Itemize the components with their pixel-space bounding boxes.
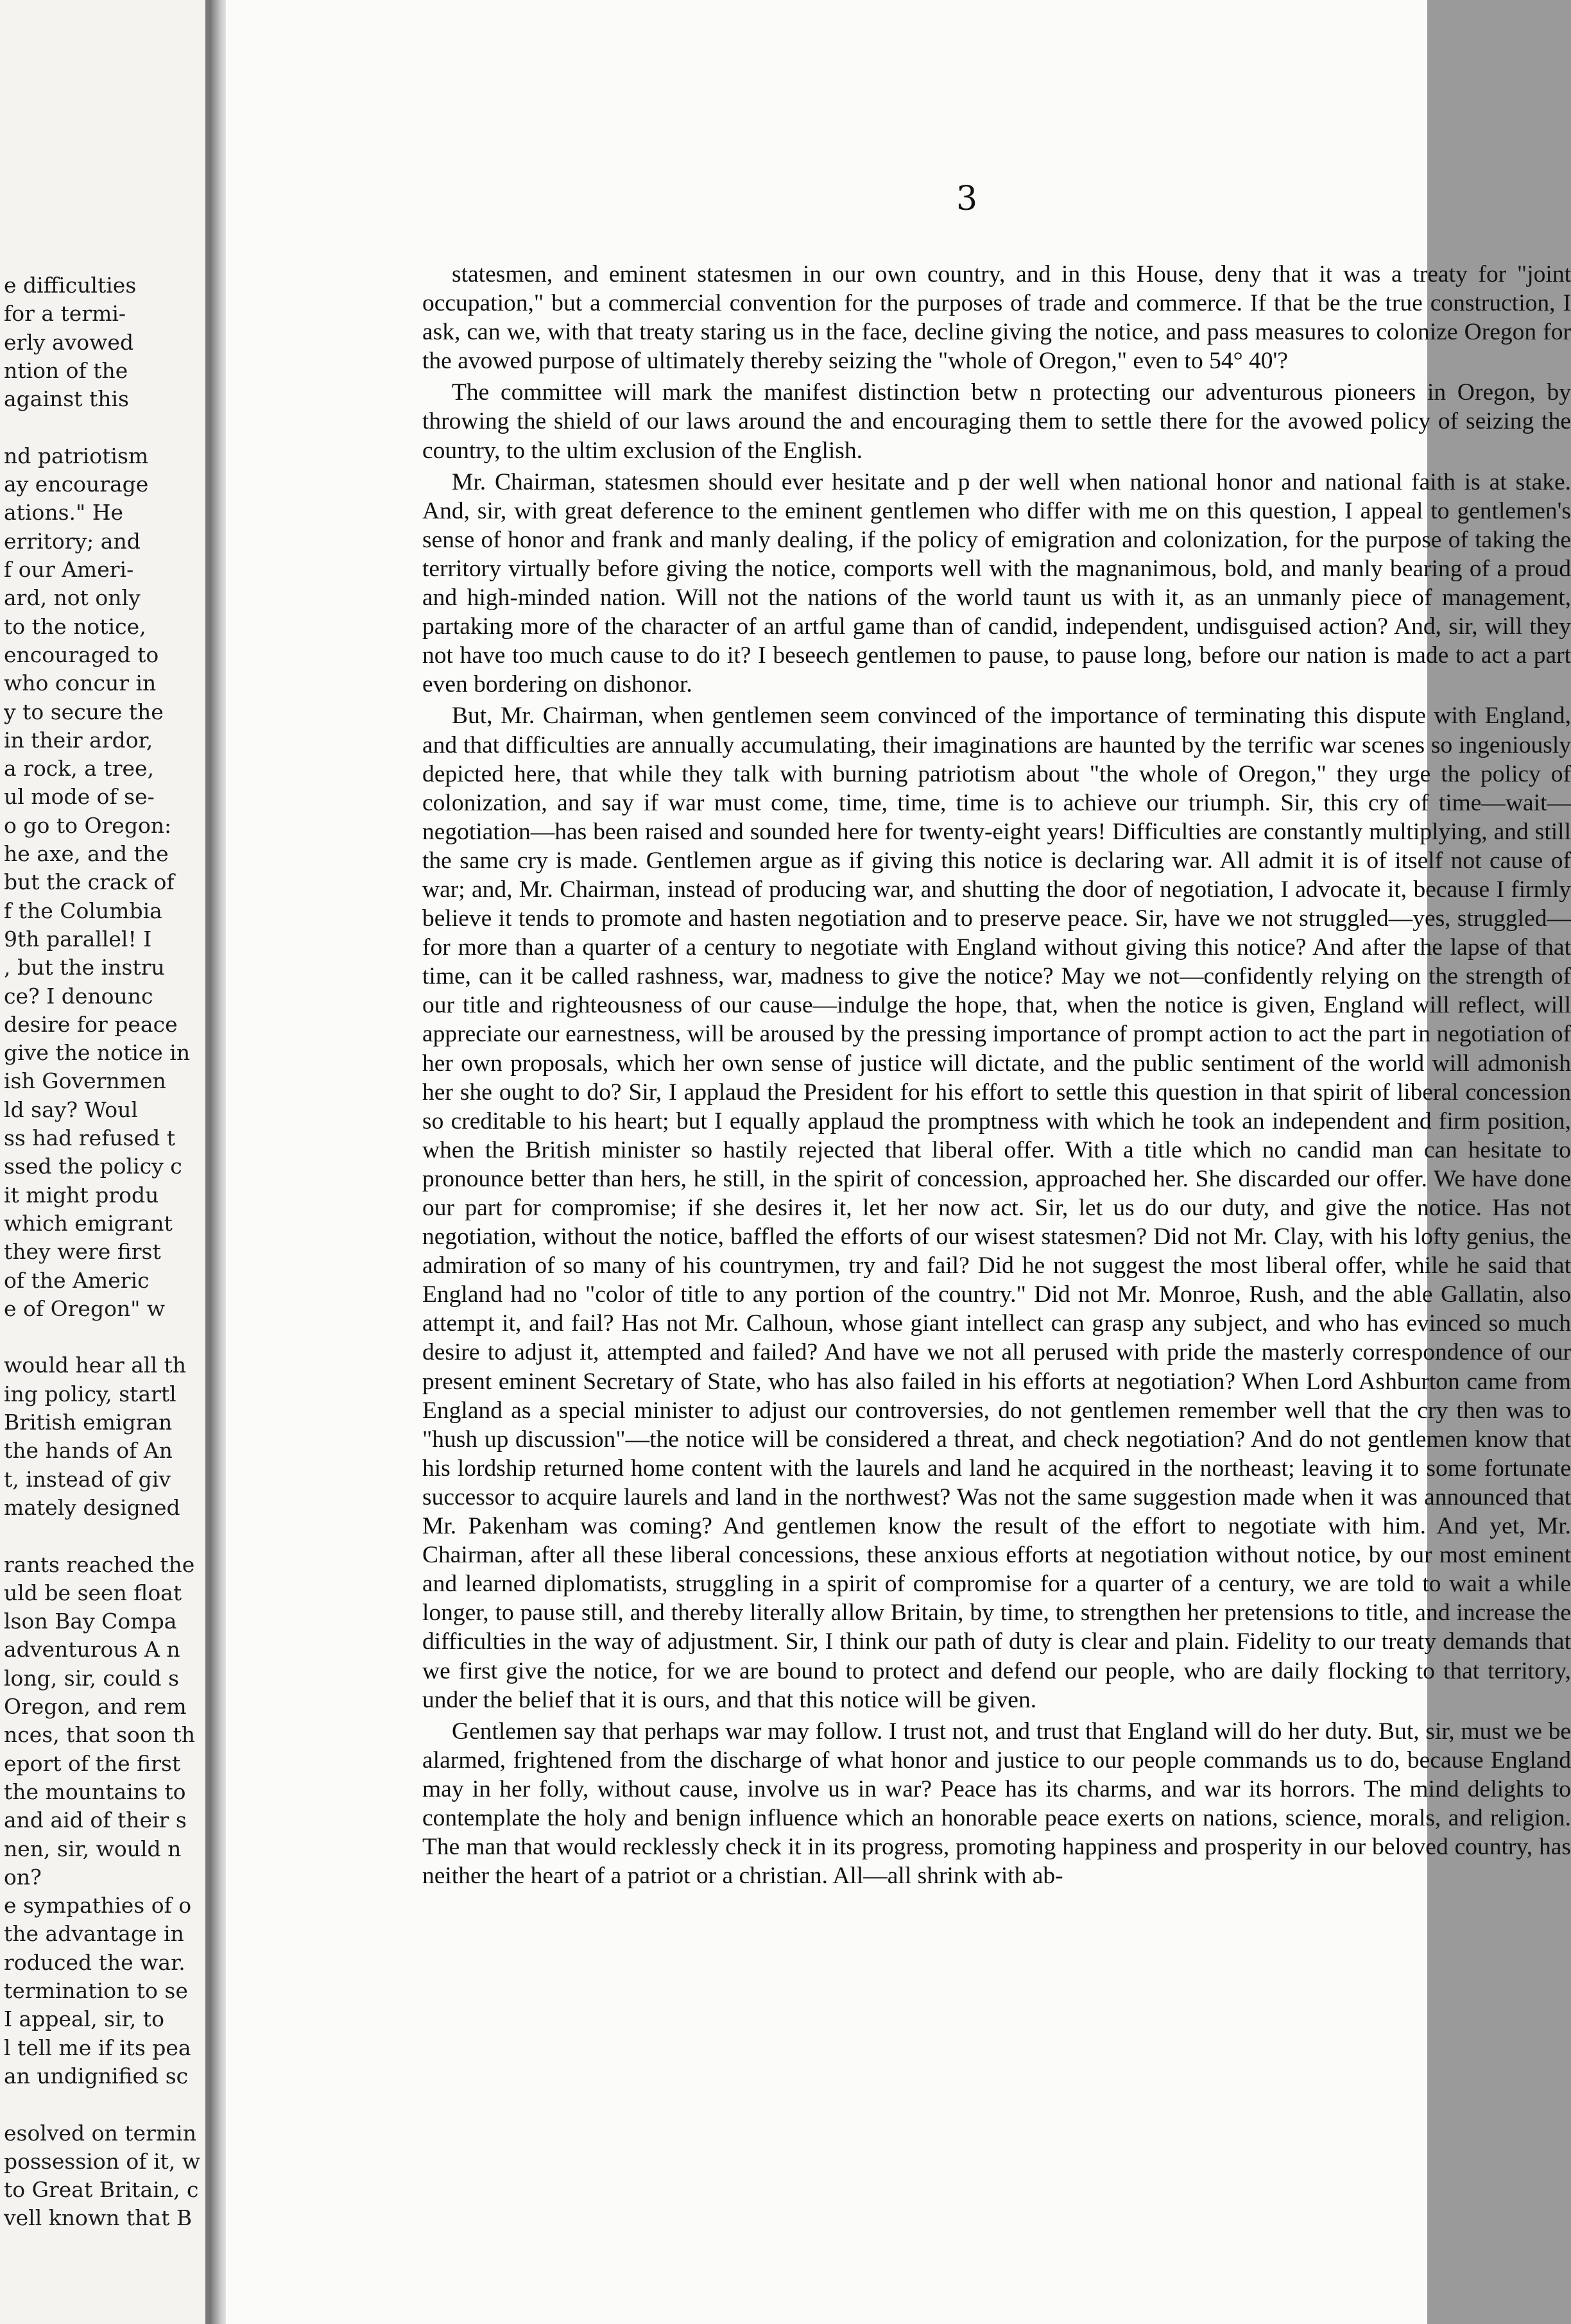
left-page-line: ish Governmen [4, 1068, 166, 1094]
left-page-line: they were first [4, 1239, 161, 1265]
left-page-line: which emigrant [4, 1210, 173, 1236]
left-page-line: British emigran [4, 1410, 173, 1435]
left-page-line: in their ardor, [4, 727, 153, 753]
left-page-line: f the Columbia [4, 898, 162, 923]
left-page-line: ssed the policy c [4, 1154, 182, 1179]
left-page-line: ul mode of se- [4, 784, 155, 810]
left-page-line: nces, that soon th [4, 1722, 196, 1748]
left-page-line: lson Bay Compa [4, 1609, 177, 1634]
left-page-line: uld be seen float [4, 1580, 182, 1605]
previous-page-fragment [0, 0, 209, 2324]
left-page-line: nen, sir, would n [4, 1836, 182, 1861]
left-page-line: o go to Oregon: [4, 812, 172, 838]
left-page-line: esolved on termin [4, 2120, 196, 2146]
left-page-line: ard, not only [4, 585, 141, 611]
left-page-line: he axe, and the [4, 841, 169, 866]
left-page-line: e sympathies of o [4, 1893, 192, 1918]
paragraph: But, Mr. Chairman, when gentlemen seem convinced of the importance of terminating this dispute with England, and that difficulties are annually accumulating, their imaginations are haunted by the terrific war scenes so ingeniously depicted here, that while they talk with burning patriotism about "the whole of Oregon," they urge the policy of colonization, and say if war must come, time, time, time is to achieve our triumph. Sir, this cry of time—wait—negotiation—has been raised and sounded here for twenty-eight years! Difficulties are constantly multiplying, and still the same cry is made. Gentlemen argue as if giving this notice is declaring war. All admit it is of itself not cause of war; and, Mr. Chairman, instead of producing war, and shutting the door of negotiation, I advocate it, because I firmly believe it tends to promote and hasten negotiation and to preserve peace. Sir, have we not struggled—yes, struggled—for more than a quarter of a century to negotiate with England without giving this notice? And after the lapse of that time, can it be called rashness, war, madness to give the notice? May we not—confidently relying on the strength of our title and righteousness of our cause—indulge the hope, that, when the notice is given, England will reflect, will appreciate our earnestness, will be aroused by the pressing importance of prompt action to act the part in negotiation of her own proposals, which her own sense of justice will dictate, and the public sentiment of the world will admonish her she ought to do? Sir, I applaud the President for his effort to settle this question in that spirit of liberal concession so creditable to his heart; but I equally applaud the promptness with which he took an independent and firm position, when the British minister so hastily rejected that liberal offer. With a title which no candid man can hesitate to pronounce better than hers, he still, in the spirit of concession, approached her. She discarded our offer. We have done our part for compromise; if she desires it, let her now act. Sir, let us do our duty, and give the notice. Has not negotiation, without the notice, baffled the efforts of our wisest statesmen? Did not Mr. Clay, with his lofty genius, the admiration of so many of his countrymen, try and fail? Did he not suggest the most liberal offer, while he said that England had no "color of title to any portion of the country." Did not Mr. Monroe, Rush, and the able Gallatin, also attempt it, and fail? Has not Mr. Calhoun, whose giant intellect can grasp any subject, and who has evinced so much desire to adjust it, attempted and failed? And have we not all perused with pride the masterly correspondence of our present eminent Secretary of State, who has also failed in his efforts at negotiation? When Lord Ashburton came from England as a special minister to adjust our controversies, do not gentlemen remember well that the cry then was to "hush up discussion"—the notice will be considered a threat, and check negotiation? And do not gentlemen know that his lordship returned home content with the laurels and land he acquired in the northeast; leaving it to some fortunate successor to acquire laurels and land in the northwest? Was not the same suggestion made when it was announced that Mr. Pakenham was coming? And gentlemen know the result of the effort to negotiate with him. And yet, Mr. Chairman, after all these liberal concessions, these anxious efforts at negotiation without notice, by our most eminent and learned diplomatists, struggling in a spirit of compromise for a quarter of a century, we are told to wait a while longer, to pause still, and thereby literally allow Britain, by time, to strengthen her pretensions to title, and increase the difficulties in the way of adjustment. Sir, I think our path of duty is clear and plain. Fidelity to our treaty demands that we first give the notice, for we are bound to protect and defend our people, who are daily flocking to that territory, under the belief that it is ours, and that this notice will be given. [422, 703, 1571, 1713]
left-page-line: to Great Britain, c [4, 2177, 199, 2203]
left-page-line: and aid of their s [4, 1807, 187, 1833]
left-page-line: termination to se [4, 1978, 188, 2003]
paragraph: Mr. Chairman, statesmen should ever hesitate and p der well when national honor and national faith is at stake. And, sir, with great deference to the eminent gentlemen who differ with me on this question, I appeal to gentlemen's sense of honor and frank and manly dealing, if the policy of emigration and colonization, for the purpose of taking the territory virtually before giving the notice, comports well with the magnanimous, bold, and manly bearing of a proud and high-minded nation. Will not the nations of the world taunt us with it, as an unmanly piece of management, partaking more of the character of an artful game than of candid, independent, undisguised action? And, sir, will they not have too much cause to do it? I beseech gentlemen to pause, to pause long, before our nation is made to act a part even bordering on dishonor. [422, 468, 1571, 698]
left-page-line: ntion of the [4, 357, 128, 383]
left-page-line: nd patriotism [4, 443, 149, 468]
left-page-line: adventurous A n [4, 1637, 180, 1662]
paragraph: statesmen, and eminent statesmen in our own country, and in this House, deny that it was a treaty for "joint occupation," but a commercial convention for the purposes of trade and commerce. If that be the true construction, I ask, can we, with that treaty staring us in the face, decline giving the notice, and pass measures to colonize Oregon for the avowed purpose of ultimately thereby seizing the "whole of Oregon," even to 54° 40'? [422, 261, 1571, 375]
left-page-line: roduced the war. [4, 1949, 185, 1975]
left-page-line: Oregon, and rem [4, 1694, 187, 1719]
left-page-line: a rock, a tree, [4, 756, 155, 782]
left-page-line: an undignified sc [4, 2063, 189, 2089]
left-page-line: e of Oregon" w [4, 1295, 166, 1321]
left-page-line: the hands of An [4, 1438, 173, 1464]
left-page-line: would hear all th [4, 1353, 187, 1378]
left-page-line: who concur in [4, 671, 157, 696]
left-page-line: it might produ [4, 1182, 159, 1208]
left-page-line: to the notice, [4, 613, 146, 639]
left-page-line: l tell me if its pea [4, 2035, 191, 2060]
left-page-line: f our Ameri- [4, 557, 134, 582]
left-page-line: the mountains to [4, 1779, 186, 1804]
left-page-line: ce? I denounc [4, 983, 153, 1009]
left-page-line: ay encourage [4, 472, 149, 497]
left-page-line: on? [4, 1864, 42, 1890]
left-page-line: ld say? Woul [4, 1097, 138, 1122]
left-page-line: ing policy, startl [4, 1381, 176, 1406]
left-page-line: vell known that B [4, 2205, 193, 2231]
left-page-line: mately designed [4, 1494, 180, 1520]
left-page-line: erritory; and [4, 528, 141, 554]
left-page-line: erly avowed [4, 329, 134, 355]
left-page-line: desire for peace [4, 1011, 178, 1037]
page-number: 3 [956, 180, 978, 218]
paragraph: The committee will mark the manifest distinction betw n protecting our adventurous pioneers in Oregon, by throwing the shield of our laws around the and encouraging them to settle there for the avowed policy of seizing the country, to the ultim exclusion of the English. [422, 379, 1571, 464]
left-page-line: rants reached the [4, 1551, 195, 1577]
left-page-line: the advantage in [4, 1921, 184, 1947]
left-page-line: t, instead of giv [4, 1466, 171, 1492]
left-page-line: possession of it, w [4, 2148, 201, 2174]
left-page-line: long, sir, could s [4, 1665, 180, 1691]
left-page-line: I appeal, sir, to [4, 2006, 164, 2032]
left-page-line: give the notice in [4, 1040, 191, 1066]
left-page-line: ss had refused t [4, 1125, 176, 1150]
left-page-line: e difficulties [4, 273, 137, 298]
paragraph: Gentlemen say that perhaps war may follow. I trust not, and trust that England will do her duty. But, sir, must we be alarmed, frightened from the discharge of what honor and justice to our people commands us to do, because England may in her folly, without cause, involve us in war? Peace has its charms, and war its horrors. The mind delights to contemplate the holy and benign influence which an honorable peace exerts on nations, science, morals, and religion. The man that would recklessly check it in its progress, promoting happiness and prosperity in our beloved country, has neither the heart of a patriot or a christian. All—all shrink with ab- [422, 1718, 1571, 1890]
left-page-line: but the crack of [4, 869, 175, 895]
left-page-line: 9th parallel! I [4, 926, 152, 952]
left-page-line: eport of the first [4, 1750, 181, 1776]
left-page-line: y to secure the [4, 699, 164, 724]
document-page [226, 0, 1571, 2324]
body-text [422, 260, 1571, 1890]
left-page-line: , but the instru [4, 955, 165, 980]
left-page-line: ations." He [4, 500, 124, 525]
left-page-line: of the Americ [4, 1267, 150, 1293]
left-page-line: encouraged to [4, 642, 159, 667]
left-page-line: against this [4, 386, 129, 412]
left-page-line: for a termi- [4, 301, 126, 327]
